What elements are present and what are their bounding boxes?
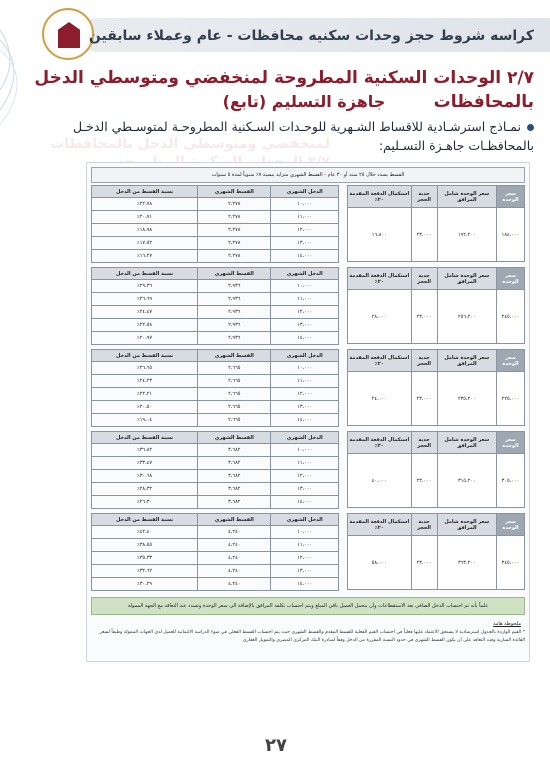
ministry-logo [42,8,94,60]
ratio-cell: ٢٠،٥٠٪ [92,401,198,414]
income-cell: ١٠،٠٠٠ [271,526,339,539]
price-utilities-header: سعر الوحدة شامل المرافق [437,268,496,290]
installment-cell: ٤،٢٤٠ [198,539,271,552]
page-header [0,0,550,62]
green-note: علماً بأنه تم احتساب الدخل الصافي بعد الاستقطاعات وأن يتحمل العميل باقي المبلغ ويتم احتساب تكلفة المرافق بالإضافة الى سعر الوحدة وتسدد عند التعاقد مع الجهة الممولة [91,597,525,615]
bullet-text: نمـاذج استرشـادية للاقساط الشـهرية للوحـدات السـكنية المطروحـة لمتوسـطي الدخـل بالمحافظـات جاهـزة التسـليم: [73,119,534,153]
booking-header: جدية الحجز [411,268,437,290]
page-number: ٢٧ [265,735,287,756]
installment-cell: ٣،٦٨٢ [198,496,271,509]
ratio-cell: ٢٦،٦٥٪ [92,362,198,375]
installment-block [91,431,525,507]
income-cell: ١٣،٠٠٠ [271,483,339,496]
table-row [92,552,339,565]
table-header-row [92,514,339,526]
booking-header: جدية الحجز [411,350,437,372]
ratio-cell: ٣٣،٤٧٪ [92,457,198,470]
table-row [92,224,339,237]
table-row [92,388,339,401]
installment-rows-table [91,267,339,345]
installment-cell: ٢،٦٦٥ [198,375,271,388]
income-cell: ١٢،٠٠٠ [271,470,339,483]
finance-header: استكمال الدفعة المقدمة ٢٠٪ [348,514,412,536]
price-value: ٢٤٥،٠٠٠ [497,290,525,344]
income-cell: ١٤،٠٠٠ [271,496,339,509]
watermark-line-1: لمنخفضي ومتوسطي الدخل بالمحافظات [50,136,330,152]
installment-tables-image [86,162,530,662]
installment-header: القسط الشهري [198,514,271,526]
installment-block [91,267,525,343]
summary-value-row [348,290,525,344]
booking-value: ٢٣،٠٠٠ [411,536,437,590]
price-utilities-header: سعر الوحدة شامل المرافق [437,514,496,536]
table-row [92,332,339,345]
income-cell: ١٠،٠٠٠ [271,362,339,375]
unit-summary-table [347,185,525,262]
table-row [92,237,339,250]
price-utilities-value: ٢٥٦،٢٠٠ [437,290,496,344]
finance-header: استكمال الدفعة المقدمة ٢٠٪ [348,350,412,372]
installment-cell: ٢،٢٧٨ [198,211,271,224]
price-header: سعر الوحدة [497,186,525,208]
ratio-cell: ١٦،٢٧٪ [92,250,198,263]
installment-cell: ٢،٩٣٦ [198,293,271,306]
income-cell: ١١،٠٠٠ [271,211,339,224]
summary-header-row [348,514,525,536]
installment-cell: ٢،٢٧٨ [198,237,271,250]
table-row [92,539,339,552]
installment-rows-table [91,431,339,509]
income-header: الدخل الشهري [271,432,339,444]
income-cell: ١١،٠٠٠ [271,539,339,552]
booking-value: ٢٣،٠٠٠ [411,290,437,344]
income-cell: ١٢،٠٠٠ [271,552,339,565]
summary-header-row [348,350,525,372]
installment-cell: ٤،٢٤٠ [198,578,271,591]
ratio-cell: ١٧،٥٢٪ [92,237,198,250]
installment-cell: ٢،٩٣٦ [198,319,271,332]
footnote-label: ملحوظة هامة [493,621,521,627]
installment-cell: ٢،٦٦٥ [198,388,271,401]
ratio-cell: ٤٢،٤٠٪ [92,526,198,539]
booking-header: جدية الحجز [411,514,437,536]
income-cell: ١١،٠٠٠ [271,457,339,470]
section-number: ٢/٧ [507,68,534,88]
booking-value: ٢٣،٠٠٠ [411,208,437,262]
ratio-cell: ٢٦،٣٠٪ [92,496,198,509]
income-header: الدخل الشهري [271,186,339,198]
ratio-cell: ٢٦،٦٩٪ [92,293,198,306]
installment-cell: ٣،٦٨٢ [198,457,271,470]
table-row [92,565,339,578]
income-cell: ١٤،٠٠٠ [271,578,339,591]
ratio-cell: ٢٢،٥٨٪ [92,319,198,332]
installment-cell: ٢،٩٣٦ [198,306,271,319]
installment-cell: ٢،٢٧٨ [198,250,271,263]
table-row [92,306,339,319]
income-cell: ١٠،٠٠٠ [271,444,339,457]
table-row [92,578,339,591]
booking-header: جدية الحجز [411,432,437,454]
table-row [92,470,339,483]
installment-cell: ٤،٢٤٠ [198,552,271,565]
price-header: سعر الوحدة [497,350,525,372]
price-value: ٢٢٥،٠٠٠ [497,372,525,426]
table-row [92,362,339,375]
installment-header: القسط الشهري [198,268,271,280]
income-cell: ١٣،٠٠٠ [271,319,339,332]
ratio-cell: ٣٢،٦٢٪ [92,565,198,578]
summary-value-row [348,454,525,508]
price-utilities-value: ٢٣٥،٢٠٠ [437,372,496,426]
price-value: ٣٤٥،٠٠٠ [497,536,525,590]
installment-cell: ٤،٢٤٠ [198,565,271,578]
price-utilities-header: سعر الوحدة شامل المرافق [437,186,496,208]
table-row [92,280,339,293]
price-header: سعر الوحدة [497,432,525,454]
table-header-row [92,350,339,362]
installment-cell: ٢،٩٣٦ [198,332,271,345]
booking-header: جدية الحجز [411,186,437,208]
installment-header: القسط الشهري [198,432,271,444]
table-row [92,457,339,470]
ratio-cell: ٣٠،٢٩٪ [92,578,198,591]
booking-value: ٢٣،٠٠٠ [411,454,437,508]
ratio-cell: ٢٩،٣٦٪ [92,280,198,293]
table-row [92,198,339,211]
price-utilities-value: ١٩٢،٢٠٠ [437,208,496,262]
installment-cell: ٢،٢٧٨ [198,224,271,237]
installment-rows-table [91,349,339,427]
table-row [92,483,339,496]
table-row [92,526,339,539]
installment-cell: ٤،٢٤٠ [198,526,271,539]
table-top-note: القسط يسدد خلال ٢٥ سنة أو ٣٠ عام - القسط الشهري متزايد بنسبة ٧٪ سنوياً لمدة ٥ سنوات [91,167,525,183]
unit-summary-table [347,431,525,508]
ratio-cell: ١٩،٠٤٪ [92,414,198,427]
ratio-cell: ٢٨،٣٢٪ [92,483,198,496]
income-cell: ١١،٠٠٠ [271,375,339,388]
summary-header-row [348,268,525,290]
ratio-cell: ٢٢،٧٨٪ [92,198,198,211]
table-header-row [92,432,339,444]
finance-header: استكمال الدفعة المقدمة ٢٠٪ [348,432,412,454]
ratio-cell: ٣٥،٣٣٪ [92,552,198,565]
installment-cell: ٣،٦٨٢ [198,470,271,483]
income-cell: ١٢،٠٠٠ [271,388,339,401]
summary-value-row [348,536,525,590]
finance-value: ١٦،٨٠٠ [348,208,412,262]
installment-cell: ٢،٩٣٦ [198,280,271,293]
bullet-dot-icon [527,124,534,131]
summary-header-row [348,432,525,454]
ratio-cell: ١٨،٩٨٪ [92,224,198,237]
income-header: الدخل الشهري [271,514,339,526]
installment-header: القسط الشهري [198,350,271,362]
income-cell: ١٤،٠٠٠ [271,414,339,427]
ratio-cell: ٣٨،٥٥٪ [92,539,198,552]
income-cell: ١٢،٠٠٠ [271,306,339,319]
income-cell: ١٣،٠٠٠ [271,565,339,578]
section-title-text: الوحدات السكنية المطروحة لمنخفضي ومتوسطي الدخل بالمحافظات [34,68,534,112]
table-header-row [92,268,339,280]
finance-value: ٥٨،٠٠٠ [348,536,412,590]
income-header: الدخل الشهري [271,350,339,362]
section-subtitle: جاهزة التسليم (تابع) [222,92,386,111]
table-header-row [92,186,339,198]
table-row [92,375,339,388]
table-row [92,401,339,414]
price-utilities-header: سعر الوحدة شامل المرافق [437,350,496,372]
price-utilities-value: ٣١٥،٢٠٠ [437,454,496,508]
installment-cell: ٣،٦٨٢ [198,444,271,457]
ratio-cell: ٣٠،٦٨٪ [92,470,198,483]
ratio-header: نسبة القسط من الدخل [92,268,198,280]
installment-cell: ٢،٢٧٨ [198,198,271,211]
price-header: سعر الوحدة [497,268,525,290]
installment-block [91,349,525,425]
installment-block [91,513,525,589]
finance-header: استكمال الدفعة المقدمة ٢٠٪ [348,268,412,290]
finance-header: استكمال الدفعة المقدمة ٢٠٪ [348,186,412,208]
income-cell: ١٤،٠٠٠ [271,332,339,345]
installment-cell: ٢،٦٦٥ [198,414,271,427]
price-value: ٣٠٥،٠٠٠ [497,454,525,508]
income-cell: ١٤،٠٠٠ [271,250,339,263]
installment-cell: ٣،٦٨٢ [198,483,271,496]
ratio-header: نسبة القسط من الدخل [92,186,198,198]
income-cell: ١٠،٠٠٠ [271,280,339,293]
table-row [92,293,339,306]
price-utilities-header: سعر الوحدة شامل المرافق [437,432,496,454]
ratio-header: نسبة القسط من الدخل [92,350,198,362]
ratio-header: نسبة القسط من الدخل [92,432,198,444]
ratio-cell: ٢٠،٧١٪ [92,211,198,224]
price-utilities-value: ٣٦٣،٢٠٠ [437,536,496,590]
price-value: ١٨٤،٠٠٠ [497,208,525,262]
finance-value: ٤٠،٠٠٠ [348,454,412,508]
ratio-cell: ٢٤،٤٧٪ [92,306,198,319]
income-cell: ١١،٠٠٠ [271,293,339,306]
table-row [92,250,339,263]
summary-header-row [348,186,525,208]
installment-rows-table [91,185,339,263]
table-row [92,211,339,224]
table-row [92,444,339,457]
price-header: سعر الوحدة [497,514,525,536]
ratio-cell: ٢٠،٩٧٪ [92,332,198,345]
ratio-cell: ٣٦،٨٢٪ [92,444,198,457]
installment-cell: ٢،٦٦٥ [198,401,271,414]
header-title: كراسه شروط حجز وحدات سكنيه محافظات - عام وعملاء سابقين [88,28,534,44]
table-row [92,319,339,332]
ratio-cell: ٢٤،٢٣٪ [92,375,198,388]
footnote-text: * القيم الواردة بالجدول استرشادية لا يستحق الاعتماد عليها فعلياً في احتساب القيم الفعلية للقسط المقدم والقسط الشهري حيث يتم احتساب القسط الفعلي في ضوء الدراسة الائتمانية للعميل لدى الجهات الممولة وطبقاً لسعر الفائدة السارية وقت التعاقد على أن يكون القسط الشهري في حدود النسبة المقررة من الدخل وفقاً لمبادرة البنك المركزي المصري والتمويل العقاري [99,630,525,643]
income-cell: ١٣،٠٠٠ [271,401,339,414]
installment-rows-table [91,513,339,591]
ratio-header: نسبة القسط من الدخل [92,514,198,526]
installment-cell: ٢،٦٦٥ [198,362,271,375]
income-cell: ١٣،٠٠٠ [271,237,339,250]
summary-value-row [348,208,525,262]
unit-summary-table [347,349,525,426]
booking-value: ٢٣،٠٠٠ [411,372,437,426]
table-row [92,414,339,427]
summary-value-row [348,372,525,426]
unit-summary-table [347,513,525,590]
finance-value: ٢٤،٠٠٠ [348,372,412,426]
income-header: الدخل الشهري [271,268,339,280]
income-cell: ١٢،٠٠٠ [271,224,339,237]
unit-summary-table [347,267,525,344]
installment-block [91,185,525,261]
finance-value: ٢٨،٠٠٠ [348,290,412,344]
table-row [92,496,339,509]
installment-header: القسط الشهري [198,186,271,198]
logo-emblem-icon [58,22,80,48]
ratio-cell: ٢٢،٢١٪ [92,388,198,401]
income-cell: ١٠،٠٠٠ [271,198,339,211]
